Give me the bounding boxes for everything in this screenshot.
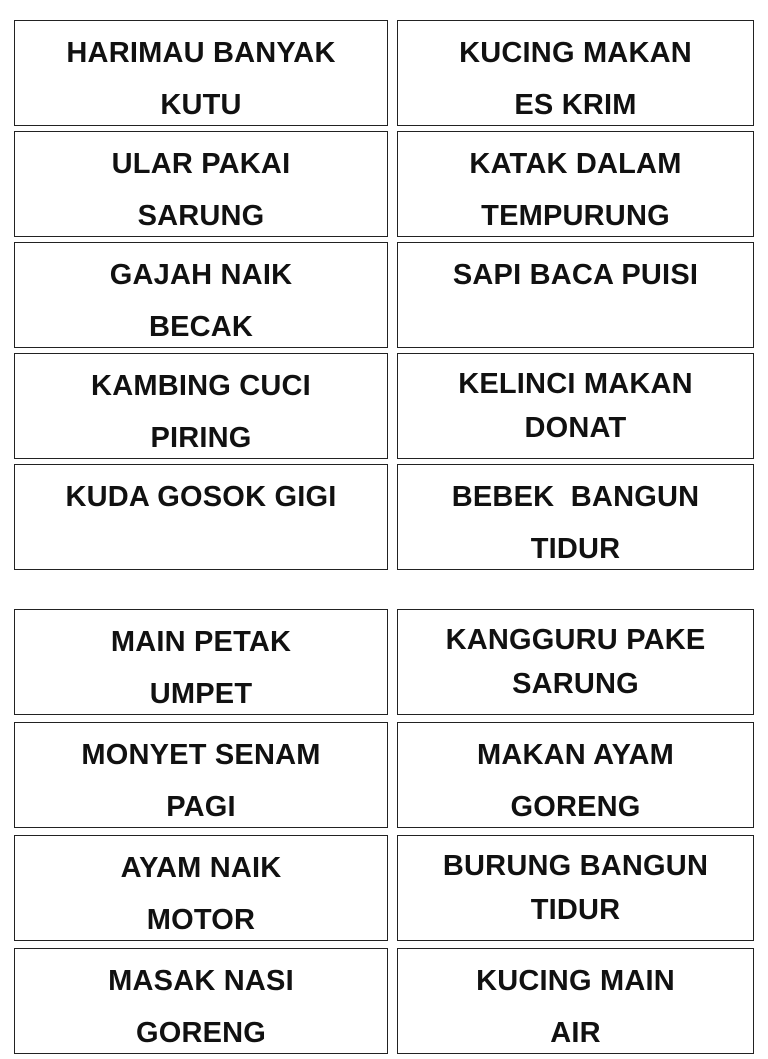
card-text-line: KELINCI MAKAN (458, 368, 693, 400)
word-card (397, 131, 754, 237)
card-text-line: KUTU (160, 89, 242, 121)
card-text-line: KUCING MAKAN (459, 37, 692, 69)
card-text-line: ULAR PAKAI (111, 148, 291, 180)
word-card (14, 242, 388, 348)
word-card (397, 242, 754, 348)
card-text-line: AIR (550, 1017, 601, 1049)
card-text-line: KAMBING CUCI (91, 370, 311, 402)
card-text-line: MOTOR (146, 904, 256, 936)
card-text-line: TIDUR (530, 533, 621, 565)
word-card (14, 464, 388, 570)
card-text-line: PIRING (150, 422, 252, 454)
card-text-line: GAJAH NAIK (109, 259, 293, 291)
word-card (14, 835, 388, 941)
card-text-line: MONYET SENAM (81, 739, 321, 771)
word-card (14, 722, 388, 828)
word-card (397, 948, 754, 1054)
word-card (397, 464, 754, 570)
card-text-line: BURUNG BANGUN (442, 850, 709, 882)
card-text-line: KUCING MAIN (476, 965, 675, 997)
card-text-line: HARIMAU BANYAK (66, 37, 336, 69)
word-card (397, 20, 754, 126)
card-text-line: SARUNG (137, 200, 265, 232)
word-card (14, 353, 388, 459)
card-text-line: DONAT (524, 412, 627, 444)
word-card (14, 948, 388, 1054)
card-text-line: TIDUR (530, 894, 621, 926)
word-card (397, 353, 754, 459)
card-sheet-bottom (14, 609, 754, 1054)
card-text-line: GORENG (135, 1017, 267, 1049)
card-text-line: AYAM NAIK (120, 852, 282, 884)
word-card (14, 131, 388, 237)
word-card (14, 20, 388, 126)
card-text-line: BEBEK BANGUN (451, 481, 700, 513)
card-sheet-top (14, 20, 754, 570)
card-text-line: GORENG (510, 791, 641, 823)
card-text-line: UMPET (149, 678, 253, 710)
card-text-line: TEMPURUNG (481, 200, 670, 232)
word-card (397, 835, 754, 941)
card-text-line: MAIN PETAK (110, 626, 292, 658)
card-text-line: KATAK DALAM (469, 148, 682, 180)
card-text-line: ES KRIM (514, 89, 637, 121)
word-card (397, 722, 754, 828)
card-text-line: MAKAN AYAM (477, 739, 674, 771)
word-card (14, 609, 388, 715)
card-text-line: BECAK (148, 311, 254, 343)
card-text-line: PAGI (166, 791, 236, 823)
card-text-line: MASAK NASI (108, 965, 294, 997)
card-text-line: KANGGURU PAKE (445, 624, 706, 656)
card-text-line: SARUNG (512, 668, 639, 700)
card-text-line: KUDA GOSOK GIGI (65, 481, 337, 513)
card-text-line: SAPI BACA PUISI (452, 259, 699, 291)
word-card (397, 609, 754, 715)
